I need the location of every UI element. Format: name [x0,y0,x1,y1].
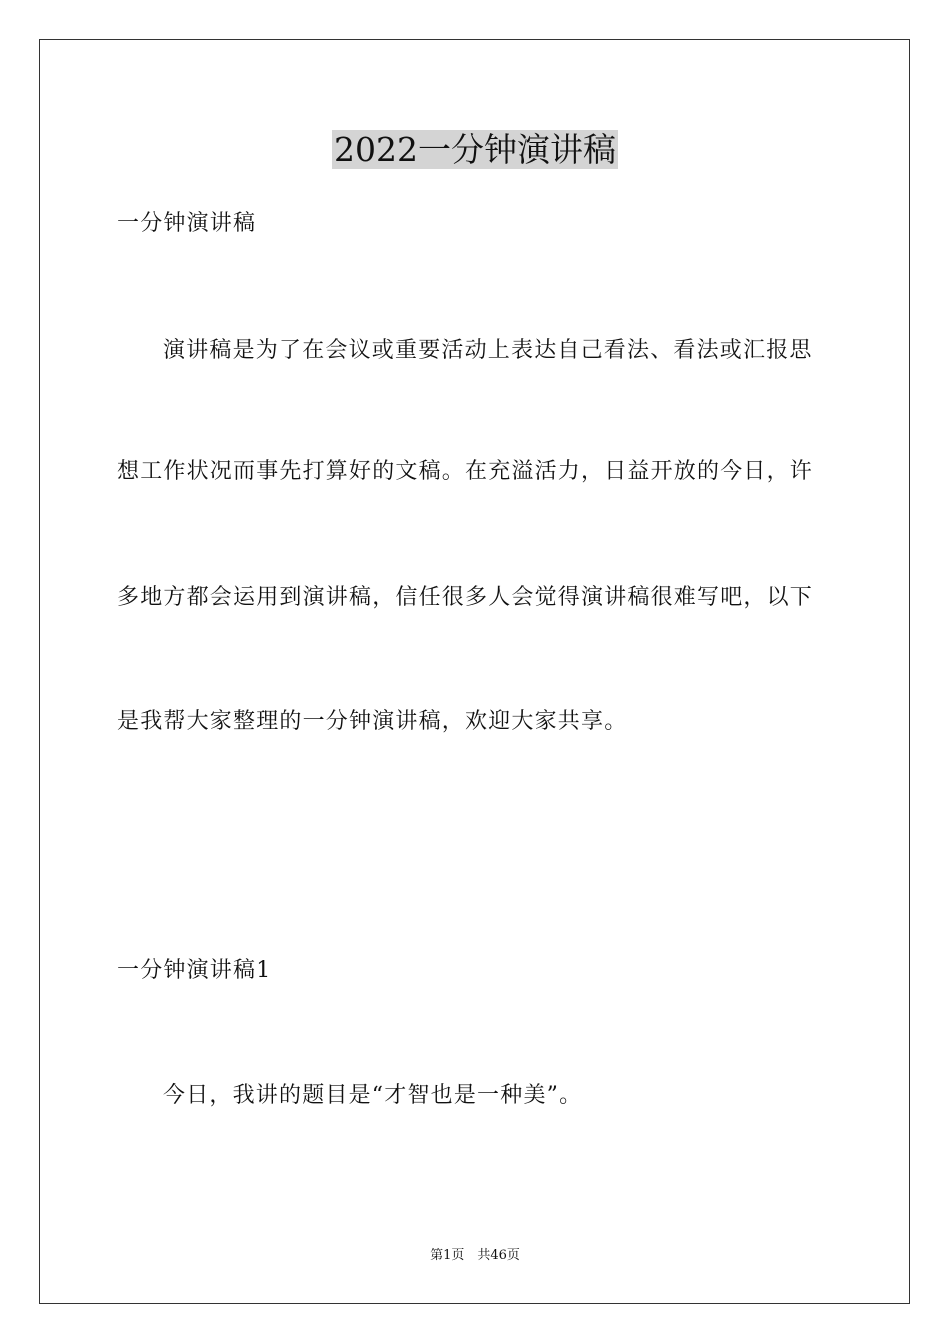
page-number-footer: 第1页 共46页 [430,1248,520,1263]
subsection-paragraph-line-1: 今日，我讲的题目是“才智也是一种美”。 [163,1083,583,1108]
subsection-heading: 一分钟演讲稿1 [117,958,272,983]
section-heading: 一分钟演讲稿 [117,211,257,236]
intro-paragraph-line-3: 多地方都会运用到演讲稿，信任很多人会觉得演讲稿很难写吧，以下 [117,585,814,610]
document-title [0,128,950,172]
document-title-text: 2022一分钟演讲稿 [334,130,616,169]
intro-paragraph-line-1: 演讲稿是为了在会议或重要活动上表达自己看法、看法或汇报思 [163,338,813,363]
intro-paragraph-line-4: 是我帮大家整理的一分钟演讲稿，欢迎大家共享。 [117,709,628,734]
intro-paragraph-line-2: 想工作状况而事先打算好的文稿。在充溢活力，日益开放的今日，许 [117,459,814,484]
